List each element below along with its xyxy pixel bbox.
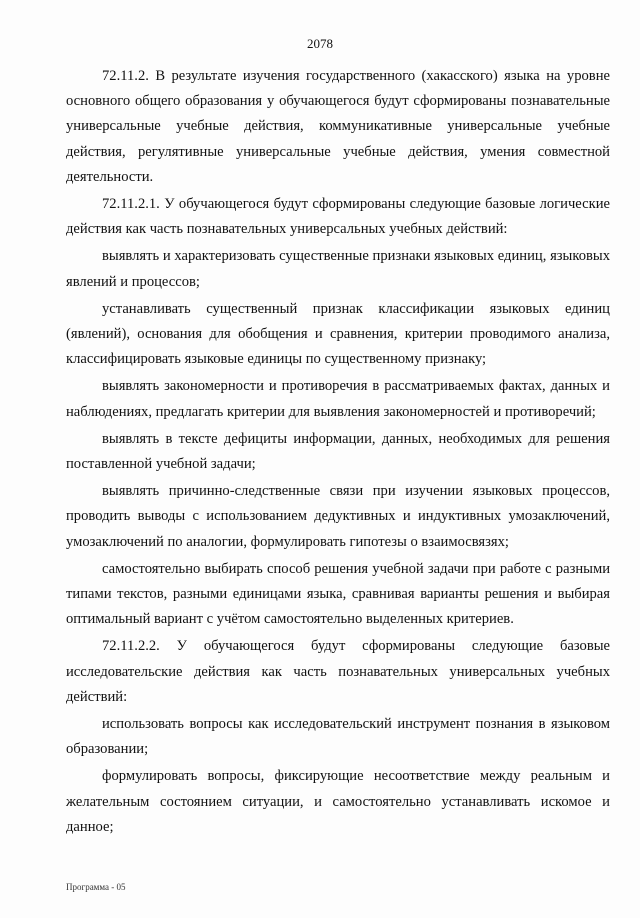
list-item-identify-features: выявлять и характеризовать существенные признаки языковых единиц, языковых явлений и процессов; bbox=[66, 248, 610, 290]
page-number: 2078 bbox=[307, 36, 333, 51]
list-item-use-questions: использовать вопросы как исследовательский инструмент познания в языковом образовании; bbox=[66, 716, 610, 758]
paragraph-72-11-2-2: 72.11.2.2. У обучающегося будут сформированы следующие базовые исследовательские действия как часть познавательных универсальных учебных действий: bbox=[66, 638, 610, 705]
document-body bbox=[66, 64, 610, 840]
list-item-causal-links: выявлять причинно-следственные связи при изучении языковых процессов, проводить выводы с использованием дедуктивных и индуктивных умозаключений, умозаключений по аналогии, формулировать гипотезы о взаимосвязях; bbox=[66, 483, 610, 550]
paragraph-72-11-2: 72.11.2. В результате изучения государственного (хакасского) языка на уровне основного общего образования у обучающегося будут сформированы познавательные универсальные учебные действия, коммуникативные универсальные учебные действия, регулятивные универсальные учебные действия, умения совместной деятельности. bbox=[66, 68, 610, 185]
list-item-choose-method: самостоятельно выбирать способ решения учебной задачи при работе с разными типами текстов, разными единицами языка, сравнивая варианты решения и выбирая оптимальный вариант с учётом самостоятельно выделенных критериев. bbox=[66, 560, 610, 628]
list-item-identify-deficits: выявлять в тексте дефициты информации, данных, необходимых для решения поставленной учебной задачи; bbox=[66, 430, 610, 473]
list-item-establish-classification: устанавливать существенный признак классификации языковых единиц (явлений), основания для обобщения и сравнения, критерии проводимого анализа, классифицировать языковые единицы по существенному признаку; bbox=[66, 300, 610, 368]
list-item-formulate-questions: формулировать вопросы, фиксирующие несоответствие между реальным и желательным состоянием ситуации, и самостоятельно устанавливать искомое и данное; bbox=[66, 768, 610, 835]
list-item-identify-patterns: выявлять закономерности и противоречия в рассматриваемых фактах, данных и наблюдениях, предлагать критерии для выявления закономерностей и противоречий; bbox=[66, 378, 610, 420]
footer-label: Программа - 05 bbox=[66, 882, 126, 892]
paragraph-72-11-2-1: 72.11.2.1. У обучающегося будут сформированы следующие базовые логические действия как часть познавательных универсальных учебных действий: bbox=[66, 196, 610, 238]
